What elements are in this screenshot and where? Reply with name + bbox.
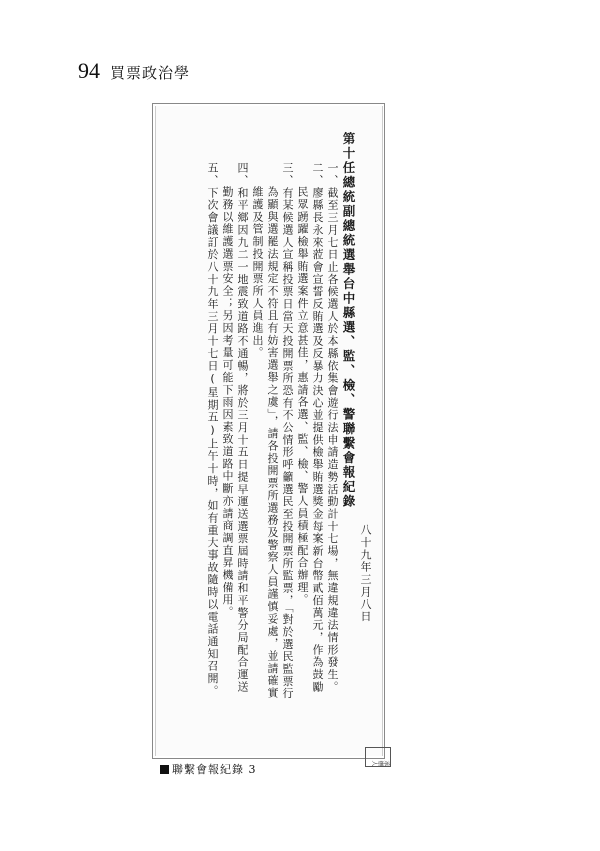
document-line-7: 四、和平鄉因九二一地震致道路不通暢，將於三月十五日提早運送選票屆時請和平警分局配合運送 — [236, 162, 249, 694]
document-line-1: 一、截至三月七日止各候選人於本縣依集會遊行法申請造勢活動計十七場，無違規違法情形發生。 — [326, 162, 339, 694]
book-title: 買票政治學 — [110, 64, 191, 82]
stamp-text: 承辦人 — [372, 759, 390, 766]
scanned-document-frame — [152, 103, 390, 766]
page-number: 94 — [78, 58, 100, 83]
document-line-2: 二、廖縣長永來蒞會宣誓反賄選及反暴力決心並提供檢舉賄選獎金每案新台幣貳佰萬元，作為鼓勵 — [311, 162, 324, 694]
document-line-3: 民眾踴躍檢舉賄選案件立意甚佳，惠請各選、監、檢、警人員積極配合辦理。 — [296, 186, 309, 606]
caption-text: 聯繫會報紀錄 3 — [172, 763, 257, 776]
caption-square-icon — [160, 765, 169, 774]
document-line-8: 勤務以維護選票安全；另因考量可能下雨因素致道路中斷亦請商調直昇機備用。 — [221, 186, 234, 619]
official-stamp — [365, 747, 391, 767]
page-header — [78, 58, 190, 84]
document-line-4: 三、有某候選人宣稱投票日當天投開票所恐有不公情形呼籲選民至投開票所監票，「對於選民監票行 — [281, 162, 294, 700]
figure-caption — [160, 761, 257, 777]
scanned-document — [155, 106, 390, 766]
document-line-9: 五、下次會議訂於八十九年三月十七日(星期五)上午十時，如有重大事故隨時以電話通知召開。 — [206, 162, 219, 698]
document-title: 第十任總統副總統選舉台中縣選、監、檢、警聯繫會報紀錄 — [341, 132, 356, 509]
document-date: 八十九年三月八日 — [359, 524, 372, 623]
document-line-6: 維護及管制投開票所人員進出。 — [251, 186, 264, 359]
document-line-5: 為顯與選罷法規定不符且有妨害選舉之虞」，請各投開票所選務及警察人員謹慎妥處，並請確實 — [266, 186, 279, 700]
